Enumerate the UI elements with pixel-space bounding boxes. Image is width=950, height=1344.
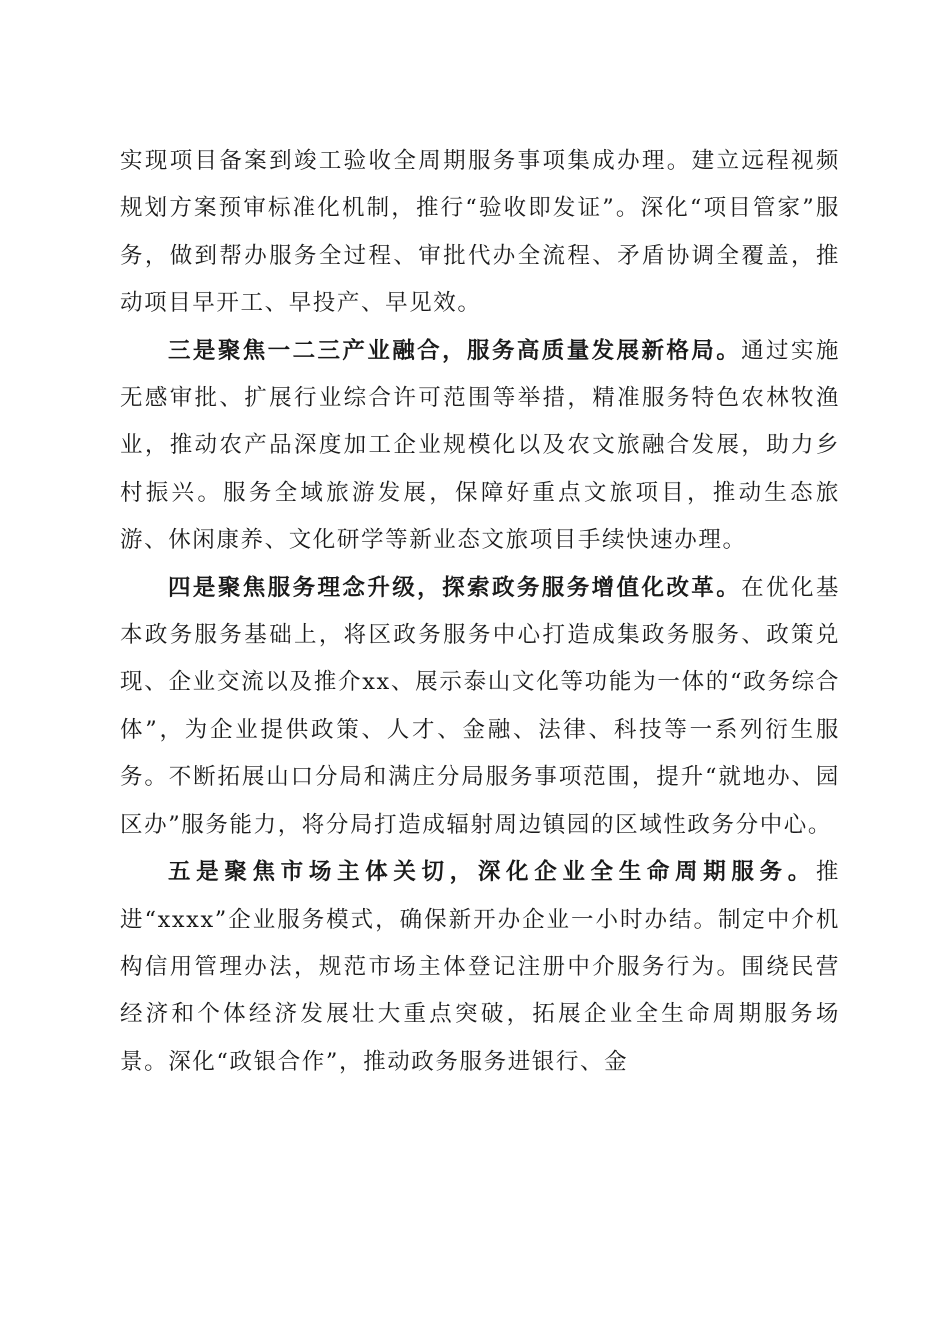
paragraph-heading: 四是聚焦服务理念升级，探索政务服务增值化改革。: [168, 574, 742, 601]
paragraph-text: 推进“xxxx”企业服务模式，确保新开办企业一小时办结。制定中介机构信用管理办法，规范市场主体登记注册中介服务行为。围绕民营经济和个体经济发展壮大重点突破，拓展企业全生命周期服务场景。深化“政银合作”，推动政务服务进银行、金: [120, 859, 840, 1075]
paragraph-text: 实现项目备案到竣工验收全周期服务事项集成办理。建立远程视频规划方案预审标准化机制，推行“验收即发证”。深化“项目管家”服务，做到帮办服务全过程、审批代办全流程、矛盾协调全覆盖，推动项目早开工、早投产、早见效。: [120, 148, 840, 317]
paragraph-item-five: [120, 849, 840, 1086]
paragraph-continuation: [120, 138, 840, 328]
paragraph-text: 通过实施无感审批、扩展行业综合许可范围等举措，精准服务特色农林牧渔业，推动农产品深度加工企业规模化以及农文旅融合发展，助力乡村振兴。服务全域旅游发展，保障好重点文旅项目，推动生态旅游、休闲康养、文化研学等新业态文旅项目手续快速办理。: [120, 337, 840, 554]
paragraph-item-four: [120, 565, 840, 849]
paragraph-item-three: [120, 328, 840, 565]
paragraph-heading: 五是聚焦市场主体关切，深化企业全生命周期服务。: [168, 859, 816, 886]
document-body: [120, 138, 840, 1086]
paragraph-text: 在优化基本政务服务基础上，将区政务服务中心打造成集政务服务、政策兑现、企业交流以及推介xx、展示泰山文化等功能为一体的“政务综合体”，为企业提供政策、人才、金融、法律、科技等一系列衍生服务。不断拓展山口分局和满庄分局服务事项范围，提升“就地办、园区办”服务能力，将分局打造成辐射周边镇园的区域性政务分中心。: [120, 574, 840, 838]
paragraph-heading: 三是聚焦一二三产业融合，服务高质量发展新格局。: [168, 337, 742, 364]
